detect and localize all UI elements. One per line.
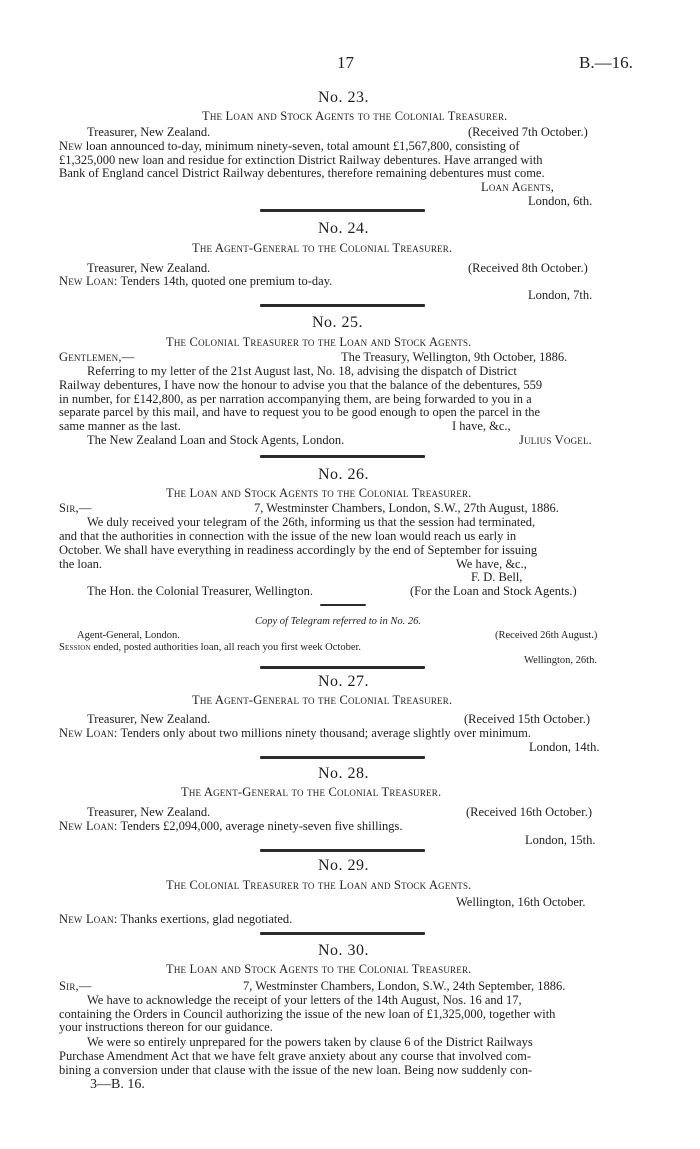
addressee: Treasurer, New Zealand. — [87, 805, 211, 819]
enclosure-received: (Received 26th August.) — [495, 630, 598, 641]
telegram-body — [59, 913, 292, 926]
body-line: £1,325,000 new loan and residue for extinction District Railway debentures. Have arranged with — [59, 153, 543, 167]
addressee: Treasurer, New Zealand. — [87, 125, 211, 139]
enclosure-text: ended, posted authorities loan, all reach you first week October. — [93, 642, 362, 653]
telegram-lead: New Loan: — [59, 912, 118, 926]
enclosure-title: Copy of Telegram referred to in No. 26. — [255, 616, 421, 627]
page-number: 17 — [337, 53, 354, 72]
body-line: Bank of England cancel District Railway debentures, therefore remaining debentures must come. — [59, 166, 545, 180]
body-line: Purchase Amendment Act that we have felt grave anxiety about any course that involved com- — [59, 1049, 532, 1063]
section-divider — [260, 932, 425, 935]
place-date: Wellington, 16th October. — [456, 895, 586, 909]
addressee: Treasurer, New Zealand. — [87, 261, 211, 275]
received-note: (Received 15th October.) — [464, 712, 590, 726]
telegram-body — [59, 275, 332, 288]
received-note: (Received 16th October.) — [466, 805, 592, 819]
body-line: We were so entirely unprepared for the powers taken by clause 6 of the District Railways — [87, 1035, 533, 1049]
salutation: Gentlemen,— — [59, 350, 135, 364]
section-divider — [260, 455, 425, 458]
telegram-body — [59, 727, 531, 740]
body-line: separate parcel by this mail, and have to request you to be good enough to open the parcel in the — [59, 405, 541, 419]
enclosure-place-date: Wellington, 26th. — [524, 655, 597, 666]
body-line: containing the Orders in Council authorizing the issue of the new loan of £1,325,000, together with — [59, 1007, 556, 1021]
addressee: Treasurer, New Zealand. — [87, 712, 211, 726]
section-divider — [260, 666, 425, 669]
message-title: The Colonial Treasurer to the Loan and Stock Agents. — [166, 335, 472, 349]
message-title: The Agent-General to the Colonial Treasurer. — [192, 241, 453, 255]
message-title: The Loan and Stock Agents to the Colonial Treasurer. — [166, 962, 472, 976]
dateline: 7, Westminster Chambers, London, S.W., 24th September, 1886. — [243, 979, 566, 993]
recipient: The New Zealand Loan and Stock Agents, London. — [87, 433, 345, 447]
message-number: No. 29. — [318, 857, 370, 874]
enclosure-addressee: Agent-General, London. — [77, 630, 180, 641]
message-number: No. 23. — [318, 89, 370, 106]
body-line: same manner as the last. — [59, 419, 181, 433]
place-date: London, 6th. — [528, 194, 593, 208]
telegram-lead: New Loan: — [59, 274, 118, 288]
message-number: No. 30. — [318, 942, 370, 959]
message-number: No. 27. — [318, 673, 370, 690]
body-line: loan announced to-day, minimum ninety-seven, total amount £1,567,800, consisting of — [85, 139, 520, 153]
body-line: and that the authorities in connection with the issue of the new loan would reach us early in — [59, 529, 517, 543]
signature: Julius Vogel. — [519, 433, 593, 447]
place-date: London, 7th. — [528, 288, 593, 302]
closing: I have, &c., — [452, 419, 511, 433]
message-title: The Loan and Stock Agents to the Colonial Treasurer. — [166, 486, 472, 500]
message-title: The Loan and Stock Agents to the Colonial Treasurer. — [202, 109, 508, 123]
telegram-lead: New Loan: — [59, 819, 118, 833]
message-number: No. 24. — [318, 220, 370, 237]
section-divider — [260, 849, 425, 852]
section-divider — [260, 209, 425, 212]
received-note: (Received 7th October.) — [468, 125, 588, 139]
message-number: No. 28. — [318, 765, 370, 782]
message-number: No. 25. — [312, 314, 364, 331]
body-text: Thanks exertions, glad negotiated. — [120, 912, 293, 926]
dateline: 7, Westminster Chambers, London, S.W., 27th August, 1886. — [254, 501, 559, 515]
telegram-lead: New — [59, 139, 83, 153]
body-line: the loan. — [59, 557, 103, 571]
salutation: Sir,— — [59, 501, 92, 515]
body-line: in number, for £142,800, as per narration accompanying them, are being forwarded to you in a — [59, 392, 532, 406]
message-title: The Colonial Treasurer to the Loan and Stock Agents. — [166, 878, 472, 892]
recipient: The Hon. the Colonial Treasurer, Wellington. — [87, 584, 314, 598]
closing: We have, &c., — [456, 557, 527, 571]
body-text: Tenders £2,094,000, average ninety-seven five shillings. — [120, 819, 403, 833]
body-line: October. We shall have everything in readiness accordingly by the end of September for issuing — [59, 543, 538, 557]
body-text: Tenders only about two millions ninety thousand; average slightly over minimum. — [120, 726, 531, 740]
salutation: Sir,— — [59, 979, 92, 993]
body-line: Railway debentures, I have now the honour to advise you that the balance of the debentures, 559 — [59, 378, 543, 392]
telegram-lead: New Loan: — [59, 726, 118, 740]
enclosure-lead: Session — [59, 642, 91, 653]
short-divider — [320, 604, 366, 606]
message-number: No. 26. — [318, 466, 370, 483]
document-reference: B.—16. — [579, 53, 633, 72]
signature-mark: 3—B. 16. — [90, 1077, 145, 1092]
signature: F. D. Bell, — [471, 570, 523, 584]
signature: Loan Agents, — [481, 180, 555, 194]
section-divider — [260, 304, 425, 307]
body-line: We duly received your telegram of the 26th, informing us that the session had terminated, — [87, 515, 536, 529]
body-line: your instructions thereon for our guidance. — [59, 1020, 273, 1034]
body-line: bining a conversion under that clause with the issue of the new loan. Being now suddenly con- — [59, 1063, 533, 1077]
body-line: Referring to my letter of the 21st August last, No. 18, advising the dispatch of District — [87, 364, 517, 378]
received-note: (Received 8th October.) — [468, 261, 588, 275]
body-line: We have to acknowledge the receipt of your letters of the 14th August, Nos. 16 and 17, — [87, 993, 522, 1007]
telegram-body — [59, 140, 630, 153]
enclosure-body — [59, 642, 361, 654]
telegram-body — [59, 820, 403, 833]
signature-note: (For the Loan and Stock Agents.) — [410, 584, 577, 598]
message-title: The Agent-General to the Colonial Treasurer. — [181, 785, 442, 799]
body-text: Tenders 14th, quoted one premium to-day. — [120, 274, 333, 288]
place-date: London, 14th. — [529, 740, 600, 754]
message-title: The Agent-General to the Colonial Treasurer. — [192, 693, 453, 707]
dateline: The Treasury, Wellington, 9th October, 1886. — [341, 350, 568, 364]
section-divider — [260, 756, 425, 759]
place-date: London, 15th. — [525, 833, 596, 847]
